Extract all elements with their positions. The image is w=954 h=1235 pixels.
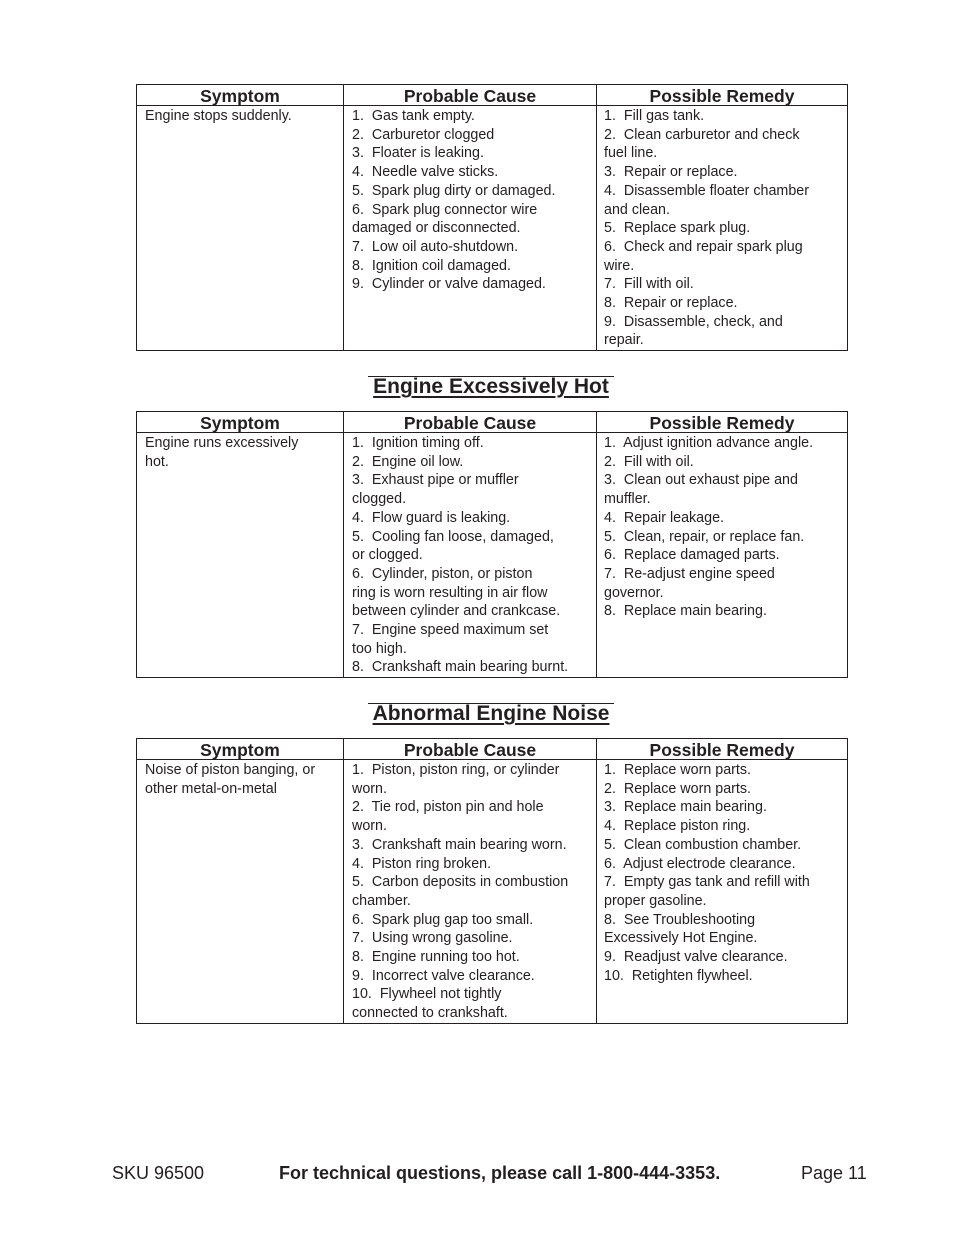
cell-line: 3. Crankshaft main bearing worn.	[352, 836, 567, 853]
cell-line: 4. Disassemble floater chamber	[604, 182, 810, 199]
header-probable-cause: Probable Cause	[344, 85, 597, 106]
troubleshooting-table-engine-stops	[136, 84, 848, 351]
cell-line: 6. Check and repair spark plug	[604, 238, 803, 255]
troubleshooting-table-engine-noise	[136, 738, 848, 1024]
cell-line: 1. Gas tank empty.	[352, 108, 475, 124]
cell-line: muffler.	[604, 491, 651, 508]
cell-line: 5. Clean, repair, or replace fan.	[604, 528, 805, 545]
cell-line: 4. Needle valve sticks.	[352, 164, 499, 181]
cell-line: 8. See Troubleshooting	[604, 911, 756, 928]
cell-line: 1. Adjust ignition advance angle.	[604, 435, 814, 451]
cell-line: Noise of piston banging, or	[145, 762, 316, 778]
section-title-engine-excessively-hot: Engine Excessively Hot	[373, 375, 609, 398]
section-title-abnormal-engine-noise: Abnormal Engine Noise	[372, 702, 610, 725]
cell-line: 6. Spark plug gap too small.	[352, 911, 534, 928]
cell-line: 8. Replace main bearing.	[604, 603, 767, 620]
cell-line: worn.	[352, 818, 387, 835]
cell-line: 3. Exhaust pipe or muffler	[352, 472, 519, 489]
cell-line: 2. Engine oil low.	[352, 453, 464, 470]
table-header-row	[137, 412, 848, 433]
cell-line: 3. Floater is leaking.	[352, 145, 484, 162]
title-rule	[368, 703, 614, 704]
cell-line: 1. Fill gas tank.	[604, 108, 705, 124]
cell-line: 6. Cylinder, piston, or piston	[352, 565, 533, 582]
cell-line: and clean.	[604, 201, 670, 218]
header-symptom: Symptom	[137, 739, 344, 760]
cell-line: 1. Replace worn parts.	[604, 762, 752, 778]
troubleshooting-table-engine-hot	[136, 411, 848, 678]
cell-line: 5. Clean combustion chamber.	[604, 836, 802, 853]
cell-line: Engine stops suddenly.	[145, 108, 292, 124]
cell-line: repair.	[604, 332, 644, 349]
cell-line: 7. Engine speed maximum set	[352, 622, 549, 639]
cell-line: 4. Replace piston ring.	[604, 818, 751, 835]
cell-line: 10. Retighten flywheel.	[604, 967, 753, 984]
header-possible-remedy: Possible Remedy	[597, 85, 848, 106]
header-symptom: Symptom	[137, 412, 344, 433]
cell-line: 8. Repair or replace.	[604, 295, 738, 312]
symptom-cell	[137, 433, 344, 678]
cause-cell	[344, 433, 597, 678]
symptom-cell	[137, 760, 344, 1024]
cell-line: 7. Using wrong gasoline.	[352, 930, 513, 947]
cell-line: between cylinder and crankcase.	[352, 603, 561, 620]
cell-line: 7. Fill with oil.	[604, 276, 694, 293]
header-probable-cause: Probable Cause	[344, 739, 597, 760]
cell-line: 1. Ignition timing off.	[352, 435, 484, 451]
remedy-cell	[597, 106, 848, 351]
header-probable-cause: Probable Cause	[344, 412, 597, 433]
cell-line: 2. Replace worn parts.	[604, 780, 752, 797]
cell-line: 2. Clean carburetor and check	[604, 126, 800, 143]
cell-line: damaged or disconnected.	[352, 220, 521, 237]
cell-line: 1. Piston, piston ring, or cylinder	[352, 762, 560, 778]
table-header-row	[137, 85, 848, 106]
cell-line: 6. Replace damaged parts.	[604, 547, 780, 564]
footer-sku: SKU 96500	[112, 1163, 205, 1183]
cell-line: too high.	[352, 640, 407, 657]
header-symptom: Symptom	[137, 85, 344, 106]
cell-line: 9. Disassemble, check, and	[604, 313, 783, 330]
cause-cell	[344, 106, 597, 351]
table-row	[137, 433, 848, 678]
cell-line: 3. Replace main bearing.	[604, 799, 767, 816]
symptom-cell	[137, 106, 344, 351]
cell-line: 3. Repair or replace.	[604, 164, 738, 181]
cause-cell	[344, 760, 597, 1024]
cell-line: hot.	[145, 453, 169, 470]
remedy-cell	[597, 760, 848, 1024]
cell-line: 5. Replace spark plug.	[604, 220, 751, 237]
cell-line: 10. Flywheel not tightly	[352, 986, 502, 1003]
cell-line: governor.	[604, 584, 664, 601]
cell-line: 8. Engine running too hot.	[352, 949, 520, 966]
table-header-row	[137, 739, 848, 760]
cell-line: 6. Adjust electrode clearance.	[604, 855, 796, 872]
cell-line: other metal-on-metal	[145, 780, 277, 797]
cell-line: 9. Incorrect valve clearance.	[352, 967, 535, 984]
title-rule	[368, 376, 614, 377]
footer-support-phone: For technical questions, please call 1-800-444-3353.	[279, 1163, 721, 1183]
cell-line: 3. Clean out exhaust pipe and	[604, 472, 798, 489]
cell-line: connected to crankshaft.	[352, 1005, 508, 1022]
cell-line: Excessively Hot Engine.	[604, 930, 758, 947]
cell-line: or clogged.	[352, 547, 423, 564]
cell-line: 9. Cylinder or valve damaged.	[352, 276, 546, 293]
cell-line: ring is worn resulting in air flow	[352, 584, 548, 601]
cell-line: 7. Empty gas tank and refill with	[604, 874, 810, 891]
cell-line: 5. Cooling fan loose, damaged,	[352, 528, 554, 545]
cell-line: 5. Carbon deposits in combustion	[352, 874, 569, 891]
cell-line: 6. Spark plug connector wire	[352, 201, 538, 218]
cell-line: proper gasoline.	[604, 892, 707, 909]
cell-line: 4. Repair leakage.	[604, 509, 725, 526]
header-possible-remedy: Possible Remedy	[597, 739, 848, 760]
footer-page-number: Page 11	[801, 1163, 867, 1183]
cell-line: 8. Ignition coil damaged.	[352, 257, 511, 274]
cell-line: 9. Readjust valve clearance.	[604, 949, 788, 966]
cell-line: worn.	[352, 780, 387, 797]
header-possible-remedy: Possible Remedy	[597, 412, 848, 433]
cell-line: 2. Fill with oil.	[604, 453, 694, 470]
cell-line: 7. Re-adjust engine speed	[604, 565, 775, 582]
cell-line: 4. Piston ring broken.	[352, 855, 492, 872]
cell-line: chamber.	[352, 892, 411, 909]
cell-line: clogged.	[352, 491, 407, 508]
cell-line: 8. Crankshaft main bearing burnt.	[352, 659, 569, 676]
cell-line: fuel line.	[604, 145, 658, 162]
table-row	[137, 760, 848, 1024]
remedy-cell	[597, 433, 848, 678]
table-row	[137, 106, 848, 351]
cell-line: Engine runs excessively	[145, 435, 299, 451]
cell-line: 4. Flow guard is leaking.	[352, 509, 511, 526]
cell-line: wire.	[604, 257, 635, 274]
cell-line: 5. Spark plug dirty or damaged.	[352, 182, 556, 199]
cell-line: 2. Carburetor clogged	[352, 126, 495, 143]
cell-line: 2. Tie rod, piston pin and hole	[352, 799, 544, 816]
cell-line: 7. Low oil auto-shutdown.	[352, 238, 519, 255]
